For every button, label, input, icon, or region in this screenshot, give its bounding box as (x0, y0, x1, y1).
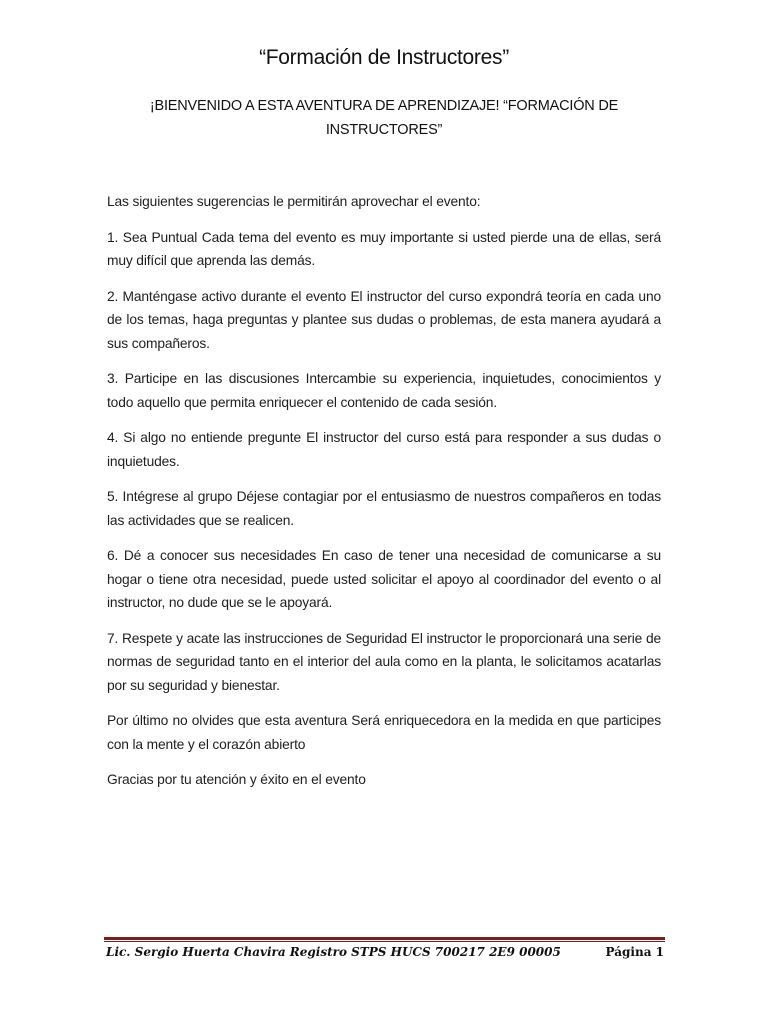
suggestion-item-5: 5. Intégrese al grupo Déjese contagiar por el entusiasmo de nuestros compañeros en todas las actividades que se realicen. (107, 489, 661, 528)
suggestion-item-1: 1. Sea Puntual Cada tema del evento es muy importante si usted pierde una de ellas, será muy difícil que aprenda las demás. (107, 229, 661, 268)
footer-page-number: Página 1 (605, 945, 664, 959)
suggestion-item-4: 4. Si algo no entiende pregunte El instructor del curso está para responder a sus dudas o inquietudes. (107, 430, 661, 469)
thanks-paragraph: Gracias por tu atención y éxito en el evento (107, 772, 366, 787)
closing-paragraph: Por último no olvides que esta aventura Será enriquecedora en la medida en que participes con la mente y el corazón abierto (107, 713, 661, 752)
document-subtitle: ¡BIENVENIDO A ESTA AVENTURA DE APRENDIZAJE! “FORMACIÓN DE INSTRUCTORES” (149, 98, 619, 138)
document-title: “Formación de Instructores” (259, 46, 509, 69)
suggestion-item-3: 3. Participe en las discusiones Intercambie su experiencia, inquietudes, conocimientos y todo aquello que permita enriquecer el contenido de cada sesión. (107, 371, 661, 410)
intro-paragraph: Las siguientes sugerencias le permitirán aprovechar el evento: (107, 194, 481, 209)
document-body (107, 190, 661, 804)
footer-rule (104, 937, 665, 940)
suggestion-item-7: 7. Respete y acate las instrucciones de Seguridad El instructor le proporcionará una serie de normas de seguridad tanto en el interior del aula como en la planta, le solicitamos acatarlas por su seguridad y bienestar. (107, 630, 661, 693)
suggestion-item-6: 6. Dé a conocer sus necesidades En caso de tener una necesidad de comunicarse a su hogar o tiene otra necesidad, puede usted solicitar el apoyo al coordinador del evento o al instructor, no dude que se le apoyará. (107, 548, 661, 610)
footer-rule-thin (104, 941, 665, 942)
footer-author: Lic. Sergio Huerta Chavira Registro STPS HUCS 700217 2E9 00005 (106, 945, 561, 959)
suggestion-item-2: 2. Manténgase activo durante el evento El instructor del curso expondrá teoría en cada uno de los temas, haga preguntas y plantee sus dudas o problemas, de esta manera ayudará a sus compañeros. (107, 288, 661, 351)
